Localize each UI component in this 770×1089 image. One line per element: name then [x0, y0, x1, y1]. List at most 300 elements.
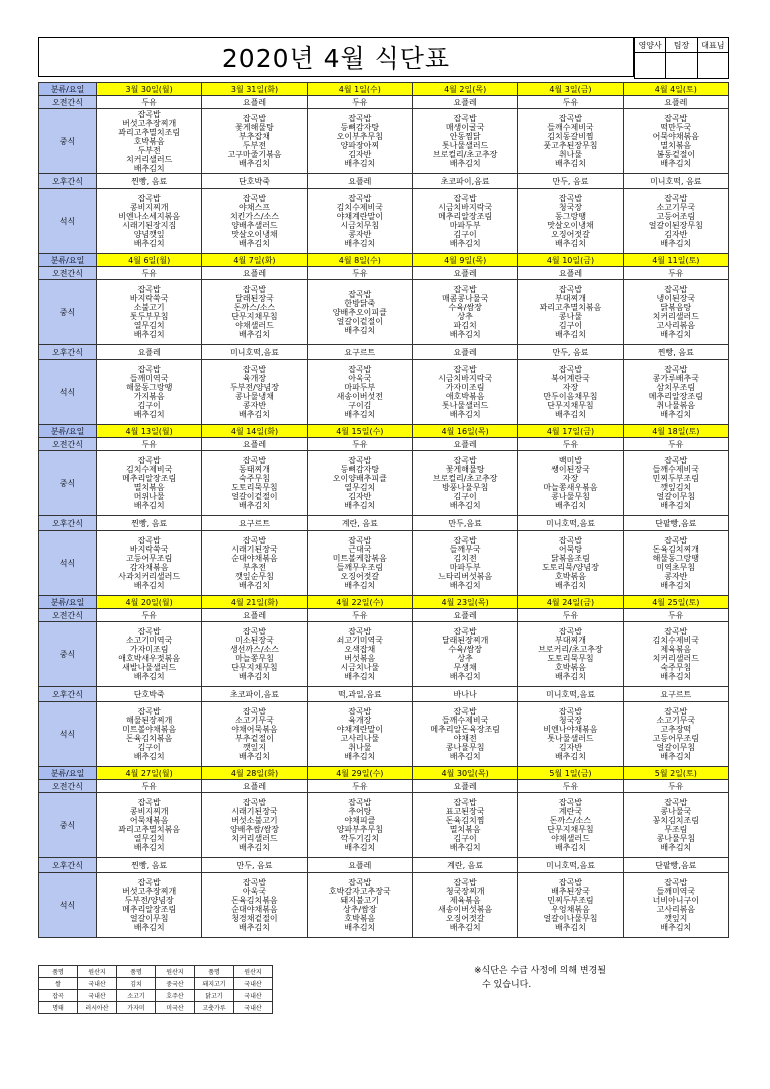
pm-snack-label: 오후간식 — [39, 858, 97, 873]
menu-item: 잡곡밥 — [453, 456, 477, 465]
menu-item: 방풍나물무침 — [441, 483, 489, 492]
menu-item: 잡곡밥 — [348, 289, 372, 299]
menu-item: 풋고추된장무침 — [543, 141, 598, 150]
pm-snack-cell: 미니호떡,음료 — [518, 687, 623, 702]
pm-snack-cell: 단호박죽 — [97, 687, 202, 702]
menu-item: 잡곡밥 — [664, 707, 688, 716]
menu-item: 미트볼케찹볶음 — [332, 554, 387, 563]
category-label: 분류/요일 — [39, 254, 97, 267]
menu-item: 배추김치 — [555, 410, 586, 419]
day-header: 4월 2일(목) — [412, 83, 517, 96]
menu-item: 잡곡밥 — [242, 365, 267, 374]
menu-item: 배추김치 — [660, 501, 692, 510]
menu-item: 고등어무조림 — [652, 734, 699, 743]
am-snack-cell: 두유 — [623, 267, 728, 280]
menu-item: 청경채겉절이 — [231, 914, 278, 923]
lunch-cell — [97, 109, 202, 174]
day-header: 4월 22일(수) — [307, 596, 412, 609]
menu-item: 배추김치 — [449, 923, 481, 932]
menu-item: 해물동그랑땡 — [125, 383, 173, 392]
menu-item: 콩나물국 — [660, 807, 692, 816]
dinner-cell — [97, 702, 202, 767]
lunch-cell — [412, 451, 517, 516]
menu-item: 야채어묵볶음 — [231, 725, 278, 734]
dinner-cell — [97, 873, 202, 938]
am-snack-cell: 두유 — [97, 267, 202, 280]
menu-item: 아욱국 — [348, 374, 372, 383]
menu-item: 가지볶음 — [133, 392, 165, 401]
menu-item: 메추리알돈육장조림 — [430, 725, 500, 734]
menu-item: 청국장 — [558, 716, 583, 725]
menu-item: 잡곡밥 — [242, 285, 267, 294]
approval-sign-cell — [666, 53, 697, 79]
menu-item: 봄동겉절이 — [656, 150, 696, 159]
menu-item: 무생채 — [453, 663, 477, 672]
lunch-cell — [202, 109, 307, 174]
dinner-cell — [518, 360, 623, 425]
menu-item: 잡곡밥 — [664, 878, 688, 887]
menu-item: 잡곡밥 — [137, 194, 161, 203]
menu-item: 시금치나물 — [340, 663, 380, 672]
menu-item: 깍두기김치 — [340, 834, 380, 843]
menu-item: 배추김치 — [344, 923, 376, 932]
menu-item: 잡곡밥 — [137, 878, 161, 887]
day-header: 4월 24일(금) — [518, 596, 623, 609]
dinner-cell — [623, 702, 728, 767]
menu-item: 배추김치 — [660, 752, 692, 761]
menu-item: 청국장 — [558, 203, 583, 212]
lunch-cell — [412, 109, 517, 174]
menu-item: 잡곡밥 — [137, 707, 161, 716]
menu-item: 들깨무우조림 — [336, 563, 383, 572]
menu-item: 무조림 — [664, 825, 688, 834]
menu-item: 매생이굴국 — [445, 123, 485, 132]
menu-item: 달래된장국 — [235, 294, 274, 303]
pm-snack-label: 오후간식 — [39, 687, 97, 702]
menu-item: 콩비지찌개 — [129, 203, 169, 212]
menu-item: 잡곡밥 — [558, 878, 583, 887]
menu-item: 들깨수제비국 — [652, 465, 699, 474]
menu-item: 잡곡밥 — [137, 285, 161, 294]
menu-item: 시래기된장국 — [231, 545, 278, 554]
day-header: 5월 1일(금) — [518, 767, 623, 780]
menu-item: 야채전 — [453, 734, 477, 743]
menu-item: 동그랑땡 — [555, 212, 586, 221]
menu-item: 새송이버섯전 — [336, 392, 383, 401]
lunch-label: 중식 — [39, 793, 97, 858]
origin-header: 원산지 — [234, 966, 273, 978]
menu-item: 추어탕 — [348, 807, 372, 816]
origin-cell: 가자미 — [117, 1002, 156, 1014]
menu-item: 제육볶음 — [660, 645, 692, 654]
menu-item: 들깨수제비국 — [441, 716, 489, 725]
dinner-cell — [307, 702, 412, 767]
menu-item: 잡곡밥 — [242, 878, 267, 887]
pm-snack-cell: 초코파이,음료 — [412, 174, 517, 189]
menu-item: 콩나물무침 — [656, 834, 696, 843]
menu-item: 우엉채볶음 — [551, 905, 590, 914]
menu-item: 배추김치 — [239, 581, 270, 590]
origin-header: 품명 — [117, 966, 156, 978]
menu-item: 도토리묵무침 — [547, 654, 594, 663]
menu-item: 잡곡밥 — [453, 114, 477, 123]
menu-item: 콩나물무침 — [445, 743, 485, 752]
dinner-cell — [412, 531, 517, 596]
menu-item: 감자채볶음 — [129, 563, 169, 572]
lunch-cell — [412, 793, 517, 858]
am-snack-cell: 두유 — [623, 438, 728, 451]
lunch-cell — [202, 280, 307, 345]
menu-item: 호박볶음 — [555, 663, 586, 672]
day-header: 4월 18일(토) — [623, 425, 728, 438]
day-header: 4월 28일(화) — [202, 767, 307, 780]
menu-item: 배추김치 — [239, 330, 270, 339]
dinner-cell — [202, 360, 307, 425]
menu-item: 돼지불고기 — [340, 896, 380, 905]
menu-item: 잡곡밥 — [453, 798, 477, 807]
menu-item: 치킨가스/소스 — [229, 212, 280, 221]
day-header: 4월 29일(수) — [307, 767, 412, 780]
pm-snack-cell: 요플레 — [412, 345, 517, 360]
menu-item: 쇠고기미역국 — [336, 636, 383, 645]
menu-item: 멸치볶음 — [449, 825, 481, 834]
menu-item: 달래된장찌개 — [441, 636, 489, 645]
menu-item: 냉이된장국 — [656, 294, 696, 303]
menu-item: 북어계란국 — [551, 374, 590, 383]
menu-item: 배추김치 — [660, 330, 692, 339]
menu-item: 버섯고추장찌개 — [122, 118, 177, 128]
day-header: 4월 21일(화) — [202, 596, 307, 609]
dinner-cell — [623, 873, 728, 938]
day-header: 4월 1일(수) — [307, 83, 412, 96]
menu-item: 어묵채볶음 — [129, 816, 169, 825]
pm-snack-cell: 초코파이,음료 — [202, 687, 307, 702]
menu-item: 순대야채볶음 — [231, 554, 278, 563]
menu-item: 시금치바지락국 — [438, 374, 493, 383]
menu-item: 배추김치 — [555, 239, 586, 248]
am-snack-cell: 두유 — [307, 609, 412, 622]
menu-item: 호박볶음 — [344, 914, 376, 923]
menu-item: 배추김치 — [449, 239, 481, 248]
lunch-cell — [623, 793, 728, 858]
menu-item: 구이김 — [348, 401, 372, 410]
menu-item: 닭볶음조림 — [551, 554, 590, 563]
menu-item: 생선까스/소스 — [229, 645, 280, 654]
menu-item: 치커리샐러드 — [125, 154, 173, 164]
lunch-cell — [623, 109, 728, 174]
menu-item: 메추리알장조림 — [648, 392, 703, 401]
dinner-label: 석식 — [39, 360, 97, 425]
lunch-cell — [307, 451, 412, 516]
menu-item: 머위나물 — [133, 492, 165, 501]
menu-item: 민찌두부조림 — [547, 896, 594, 905]
menu-item: 콩나물 — [558, 312, 583, 321]
menu-item: 부추잡채 — [239, 132, 270, 141]
menu-item: 시래기된장지짐 — [122, 221, 177, 230]
menu-item: 호박볶음 — [555, 572, 586, 581]
menu-item: 콩나물무침 — [551, 492, 590, 501]
menu-item: 파김치 — [453, 321, 477, 330]
menu-item: 단무지채무침 — [547, 825, 594, 834]
menu-item: 배추김치 — [133, 239, 165, 248]
day-header: 5월 2일(토) — [623, 767, 728, 780]
menu-item: 돈육김치볶음 — [231, 896, 278, 905]
menu-item: 잡곡밥 — [453, 627, 477, 636]
lunch-cell — [97, 451, 202, 516]
category-label: 분류/요일 — [39, 83, 97, 96]
am-snack-label: 오전간식 — [39, 96, 97, 109]
menu-item: 등뼈감자탕 — [340, 123, 380, 132]
menu-item: 양배추오이피클 — [332, 307, 387, 317]
menu-item: 상추 — [457, 654, 473, 663]
pm-snack-cell: 단팥빵,음료 — [623, 516, 728, 531]
am-snack-cell: 요플레 — [202, 438, 307, 451]
origin-header: 품명 — [195, 966, 234, 978]
day-header: 4월 20일(월) — [97, 596, 202, 609]
menu-item: 배추김치 — [449, 330, 481, 339]
lunch-cell — [623, 280, 728, 345]
day-header: 4월 10일(금) — [518, 254, 623, 267]
menu-item: 배추김치 — [133, 410, 165, 419]
menu-item: 잡곡밥 — [558, 536, 583, 545]
menu-item: 얼갈이무침 — [656, 743, 696, 752]
day-header: 4월 8일(수) — [307, 254, 412, 267]
menu-item: 삼치무조림 — [656, 383, 696, 392]
am-snack-cell: 두유 — [97, 609, 202, 622]
menu-item: 오징어젓갈 — [551, 230, 590, 239]
lunch-label: 중식 — [39, 622, 97, 687]
menu-item: 오이양배추피클 — [332, 474, 387, 483]
menu-item: 김구이 — [137, 401, 161, 410]
menu-item: 잡곡밥 — [137, 365, 161, 374]
menu-item: 너비아니구이 — [652, 896, 699, 905]
dinner-cell — [307, 189, 412, 254]
menu-item: 고추장떡 — [660, 725, 692, 734]
menu-item: 마파두부 — [449, 563, 481, 572]
menu-item: 아욱국 — [242, 887, 267, 896]
pm-snack-cell: 요플레 — [307, 174, 412, 189]
dinner-cell — [202, 873, 307, 938]
menu-item: 잡곡밥 — [664, 627, 688, 636]
day-header: 4월 9일(목) — [412, 254, 517, 267]
menu-item: 콩자반 — [242, 401, 267, 410]
dinner-label: 석식 — [39, 873, 97, 938]
dinner-cell — [307, 531, 412, 596]
lunch-cell — [202, 622, 307, 687]
menu-item: 치커리샐러드 — [231, 834, 278, 843]
menu-item: 얼갈이된장무침 — [648, 221, 703, 230]
menu-item: 오징어젓갈 — [445, 914, 485, 923]
menu-item: 김자반 — [664, 230, 688, 239]
menu-item: 마파두부 — [449, 221, 481, 230]
menu-item: 멸치볶음 — [660, 141, 692, 150]
day-header: 4월 7일(화) — [202, 254, 307, 267]
menu-item: 배추김치 — [555, 923, 586, 932]
am-snack-cell: 두유 — [623, 609, 728, 622]
menu-item: 배추김치 — [239, 923, 270, 932]
menu-item: 잡곡밥 — [137, 627, 161, 636]
menu-item: 깻잎지 — [664, 914, 688, 923]
day-header: 4월 13일(월) — [97, 425, 202, 438]
menu-item: 들깨미역국 — [129, 374, 169, 383]
menu-item: 애호박볶음 — [445, 392, 485, 401]
menu-item: 두부전 — [137, 145, 161, 155]
am-snack-cell: 두유 — [518, 609, 623, 622]
menu-item: 배추김치 — [344, 325, 376, 335]
menu-item: 잡곡밥 — [137, 536, 161, 545]
pm-snack-cell: 바나나 — [412, 687, 517, 702]
pm-snack-cell: 요플레 — [97, 345, 202, 360]
menu-item: 배추김치 — [133, 923, 165, 932]
menu-item: 꽃게해물탕 — [445, 465, 485, 474]
menu-item: 두부전/양념장 — [229, 383, 280, 392]
menu-item: 느타리버섯볶음 — [438, 572, 493, 581]
pm-snack-label: 오후간식 — [39, 174, 97, 189]
dinner-cell — [412, 360, 517, 425]
dinner-cell — [412, 189, 517, 254]
menu-item: 야채스프 — [239, 203, 270, 212]
dinner-cell — [518, 702, 623, 767]
dinner-label: 석식 — [39, 702, 97, 767]
menu-item: 잡곡밥 — [242, 707, 267, 716]
dinner-label: 석식 — [39, 189, 97, 254]
menu-item: 고등어무조림 — [125, 554, 173, 563]
dinner-cell — [412, 702, 517, 767]
menu-item: 배추김치 — [133, 163, 165, 173]
menu-item: 잡곡밥 — [348, 114, 372, 123]
day-header: 4월 17일(금) — [518, 425, 623, 438]
menu-item: 오이부추무침 — [336, 132, 383, 141]
am-snack-cell: 두유 — [307, 96, 412, 109]
notice-line: 수 있습니다. — [482, 980, 532, 990]
origin-cell: 소고기 — [117, 990, 156, 1002]
menu-item: 맛살오이냉채 — [547, 221, 594, 230]
am-snack-cell: 두유 — [97, 96, 202, 109]
lunch-cell — [97, 793, 202, 858]
menu-item: 사과치커리샐러드 — [118, 572, 181, 581]
menu-item: 부대찌개 — [555, 294, 586, 303]
origin-table — [38, 965, 273, 1014]
menu-item: 김구이 — [453, 834, 477, 843]
menu-item: 김자반 — [348, 492, 372, 501]
menu-item: 배추김치 — [555, 752, 586, 761]
am-snack-cell: 요플레 — [412, 609, 517, 622]
menu-item: 톳나물샐러드 — [441, 141, 489, 150]
am-snack-cell: 두유 — [623, 780, 728, 793]
menu-item: 잡곡밥 — [558, 114, 583, 123]
am-snack-cell: 요플레 — [518, 267, 623, 280]
lunch-label: 중식 — [39, 280, 97, 345]
menu-item: 애호박새우젓볶음 — [118, 654, 181, 663]
menu-item: 버섯소불고기 — [231, 816, 278, 825]
pm-snack-label: 오후간식 — [39, 345, 97, 360]
menu-item: 떡만두국 — [660, 123, 692, 132]
menu-item: 시금치바지락국 — [438, 203, 493, 212]
menu-item: 배추김치 — [660, 159, 692, 168]
menu-item: 오색잡채 — [344, 645, 376, 654]
menu-item: 육개장 — [242, 374, 267, 383]
lunch-cell — [518, 109, 623, 174]
menu-item: 배추김치 — [344, 159, 376, 168]
menu-item: 고구마줄기볶음 — [227, 150, 282, 159]
am-snack-label: 오전간식 — [39, 609, 97, 622]
change-notice — [474, 964, 606, 992]
menu-item: 톳두부무침 — [129, 312, 169, 321]
menu-item: 배추김치 — [239, 672, 270, 681]
menu-item: 김치수제비국 — [652, 636, 699, 645]
pm-snack-cell: 찐빵, 음료 — [97, 858, 202, 873]
menu-item: 배추김치 — [133, 330, 165, 339]
menu-item: 잡곡밥 — [558, 707, 583, 716]
menu-item: 배추김치 — [449, 410, 481, 419]
approval-label: 팀장 — [666, 38, 697, 53]
menu-item: 잡곡밥 — [453, 365, 477, 374]
menu-item: 김치동갈비찜 — [547, 132, 594, 141]
lunch-cell — [202, 451, 307, 516]
menu-item: 마파두부 — [344, 383, 376, 392]
origin-cell: 러시아산 — [78, 1002, 117, 1014]
menu-item: 잡곡밥 — [558, 627, 583, 636]
menu-item: 잡곡밥 — [664, 194, 688, 203]
menu-item: 야채피클 — [344, 816, 376, 825]
menu-item: 잡곡밥 — [558, 285, 583, 294]
menu-item: 돈육김치찌개 — [652, 545, 699, 554]
menu-item: 배추김치 — [133, 672, 165, 681]
menu-item: 배추김치 — [449, 843, 481, 852]
menu-item: 맛살오이냉채 — [231, 230, 278, 239]
menu-item: 김자반 — [558, 743, 583, 752]
am-snack-cell: 요플레 — [202, 780, 307, 793]
menu-item: 꽁치김치조림 — [652, 816, 699, 825]
lunch-label: 중식 — [39, 109, 97, 174]
dinner-cell — [202, 189, 307, 254]
menu-item: 부추겉절이 — [235, 734, 274, 743]
origin-cell: 고춧가루 — [195, 1002, 234, 1014]
pm-snack-cell: 미니호떡, 음료 — [623, 174, 728, 189]
menu-item: 시금치무침 — [340, 221, 380, 230]
menu-item: 두부전 — [242, 141, 267, 150]
menu-item: 자장 — [562, 474, 579, 483]
category-label: 분류/요일 — [39, 425, 97, 438]
menu-item: 잡곡밥 — [453, 878, 477, 887]
am-snack-cell: 요플레 — [412, 96, 517, 109]
lunch-cell — [307, 622, 412, 687]
menu-item: 야채샐러드 — [235, 321, 274, 330]
pm-snack-cell: 계란, 음료 — [307, 516, 412, 531]
am-snack-cell: 두유 — [307, 438, 412, 451]
am-snack-cell: 두유 — [518, 438, 623, 451]
menu-item: 소고기무국 — [656, 203, 696, 212]
menu-item: 배추김치 — [133, 752, 165, 761]
lunch-cell — [307, 280, 412, 345]
menu-item: 김치수제비국 — [125, 465, 173, 474]
menu-item: 배추김치 — [660, 410, 692, 419]
menu-item: 메추리알장조림 — [122, 474, 177, 483]
menu-item: 만두이음채무침 — [543, 392, 598, 401]
menu-item: 두부전/양념장 — [124, 896, 174, 905]
menu-item: 백미밥 — [558, 456, 583, 465]
menu-item: 브로컬리/초고추장 — [432, 474, 498, 483]
menu-item: 야채계란말이 — [336, 212, 383, 221]
menu-item: 배추김치 — [449, 501, 481, 510]
menu-item: 배추김치 — [344, 672, 376, 681]
menu-item: 배추김치 — [660, 923, 692, 932]
pm-snack-cell: 만두, 음료 — [202, 858, 307, 873]
menu-item: 돈까스/소스 — [549, 816, 592, 825]
menu-item: 소불고기 — [133, 303, 165, 312]
menu-item: 들깨수제비국 — [547, 123, 594, 132]
day-header: 4월 23일(목) — [412, 596, 517, 609]
